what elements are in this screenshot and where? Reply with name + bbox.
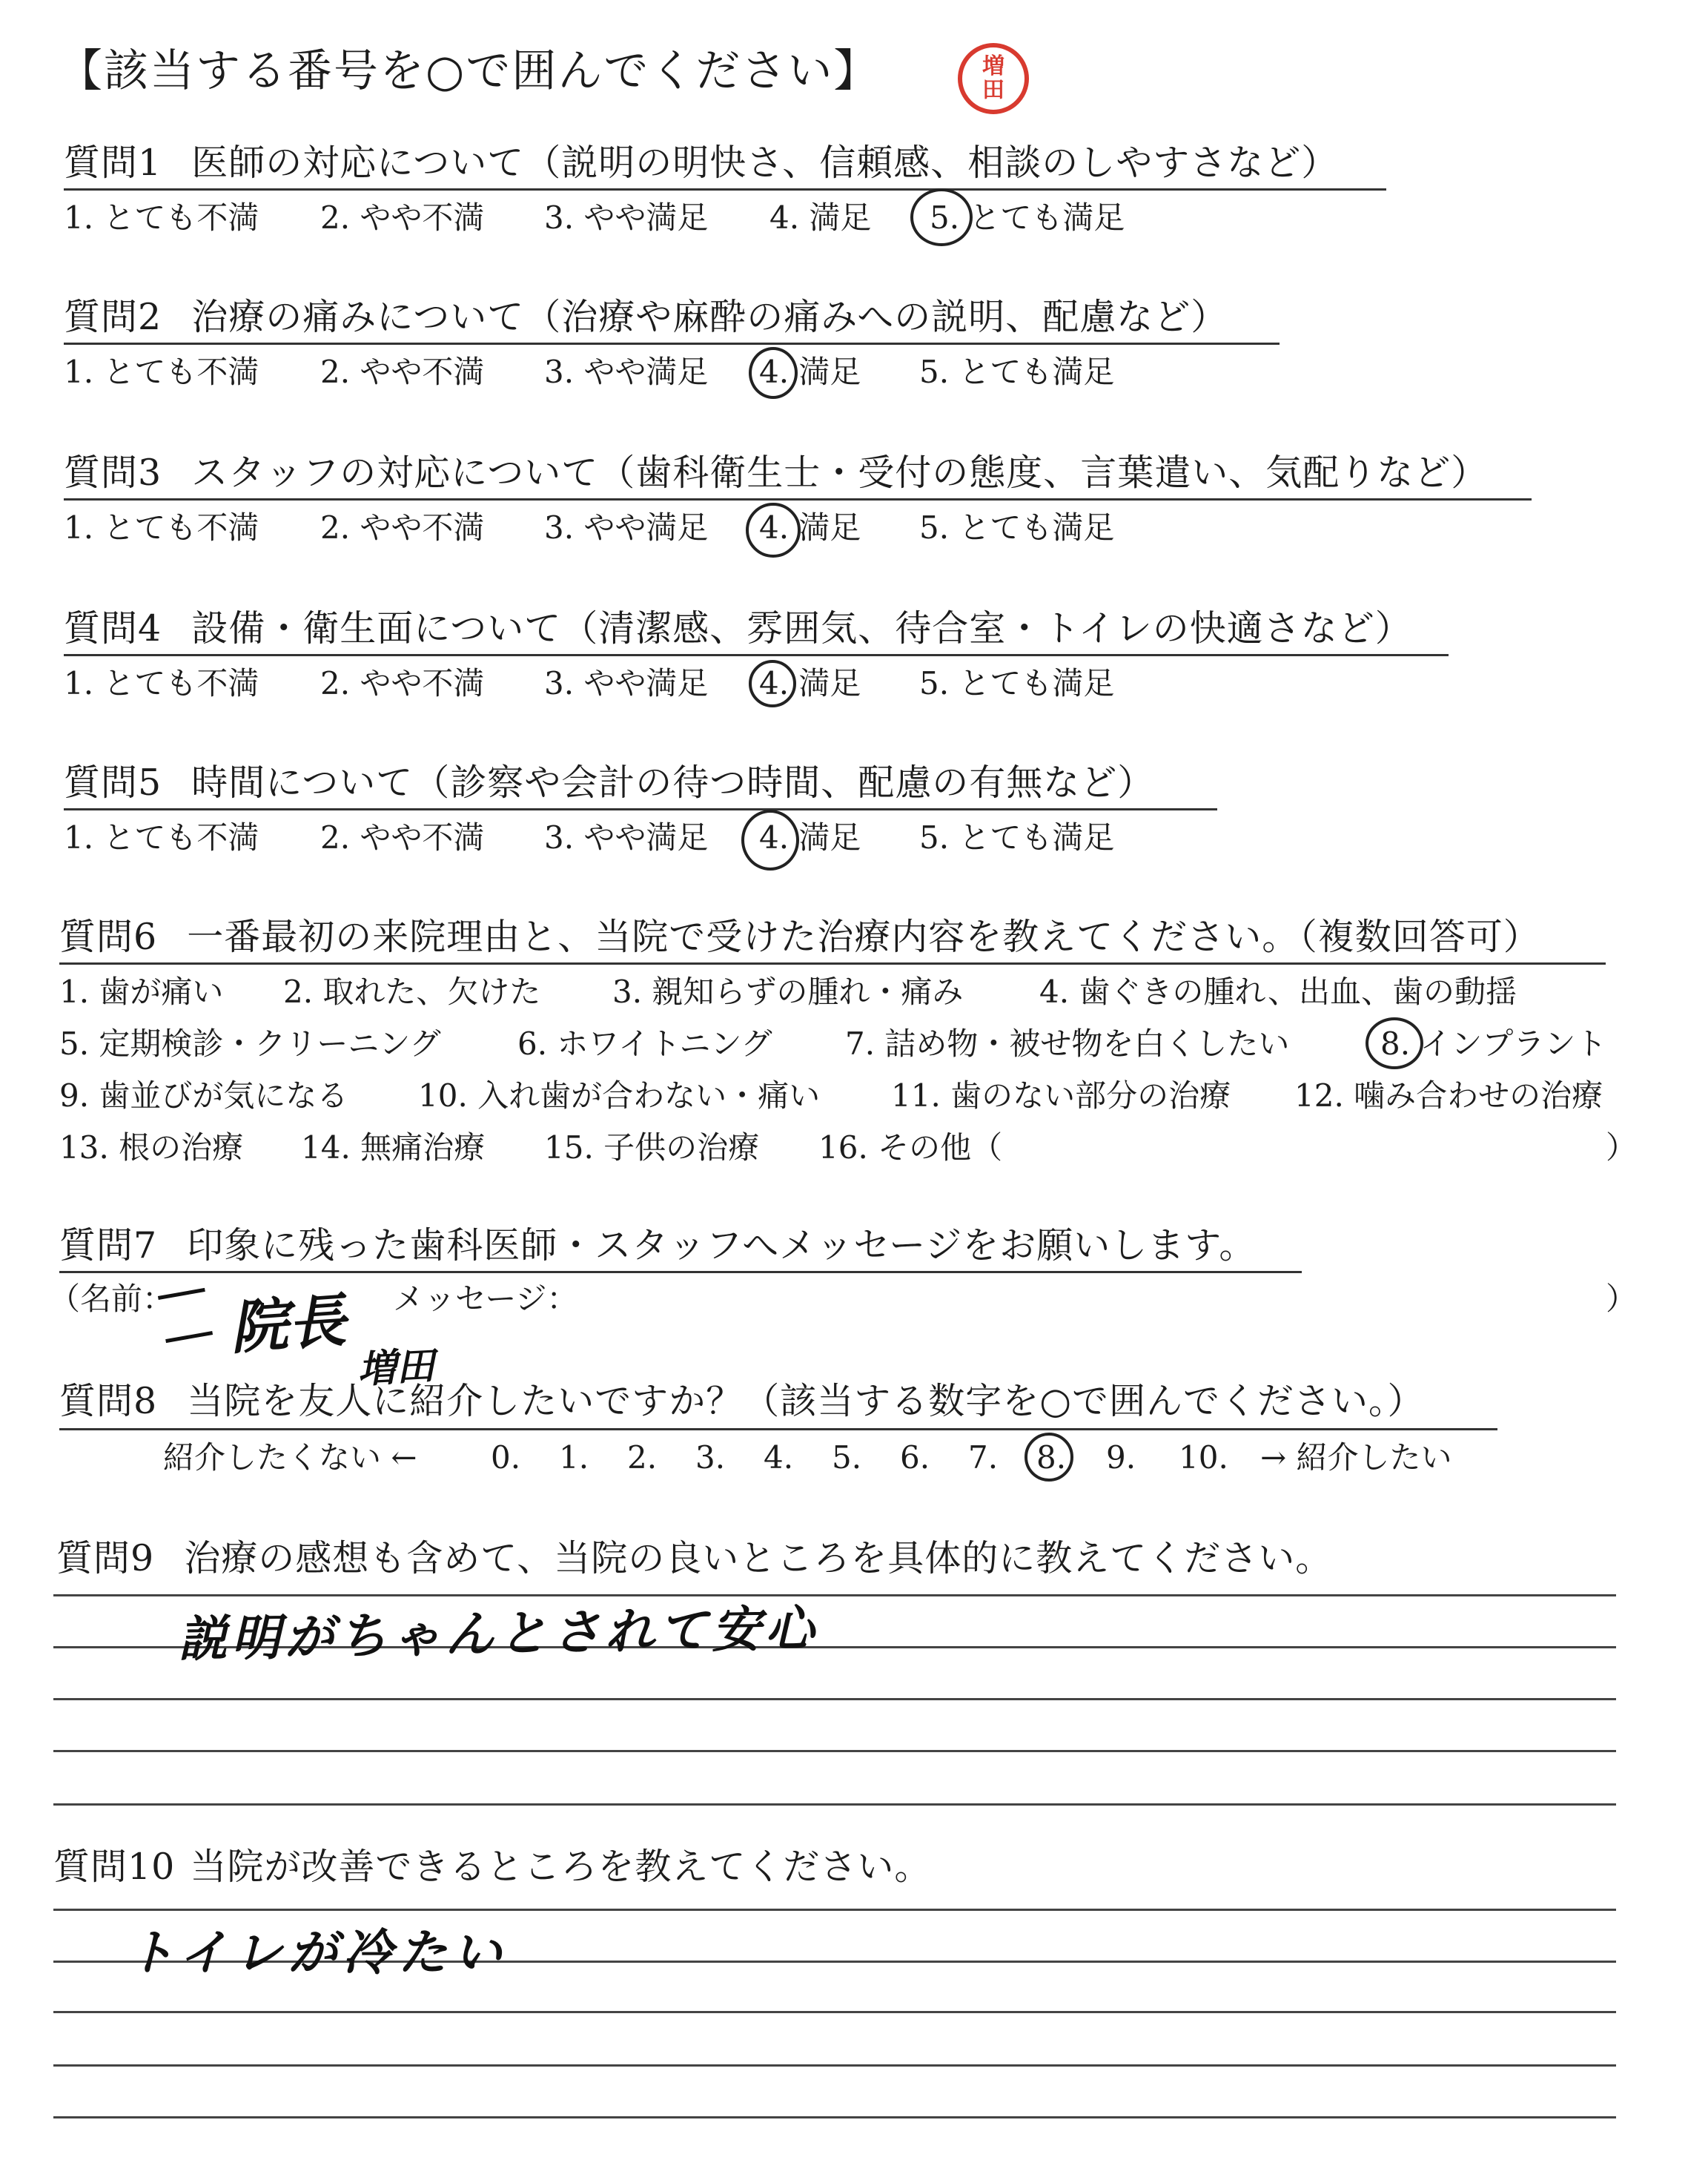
q6-option-15[interactable]: 15. 子供の治療 [544,1129,760,1166]
question-4-text: 設備・衛生面について（清潔感、雰囲気、待合室・トイレの快適さなど） [191,607,1412,650]
q2-option-1[interactable]: 1. とても不満 [64,354,259,390]
q2-selection-circle [749,347,798,399]
q6-option-8[interactable]: 8. インプラント [1380,1025,1607,1062]
q9-answer-line-4 [53,1750,1616,1752]
question-9-number: 質問9 [56,1537,155,1579]
question-1-text: 医師の対応について（説明の明快さ、信頼感、相談のしやすさなど） [191,142,1339,184]
question-2-text: 治療の痛みについて（治療や麻酔の痛みへの説明、配慮など） [191,296,1228,338]
q5-selection-circle [741,810,799,871]
q6-option-3[interactable]: 3. 親知らずの腫れ・痛み [612,974,964,1010]
q5-option-1[interactable]: 1. とても不満 [64,819,259,856]
seal-char-2: 田 [982,77,1004,103]
question-10-title [53,1845,931,1889]
q7-handwritten-surname: 増田 [356,1344,436,1393]
q5-option-2[interactable]: 2. やや不満 [320,819,485,856]
question-1-underline [64,188,1386,191]
q4-option-5[interactable]: 5. とても満足 [919,665,1115,701]
question-6-options [59,971,1653,1186]
question-6-title [59,915,1540,960]
q1-option-3[interactable]: 3. やや満足 [544,199,709,236]
q6-option-9[interactable]: 9. 歯並びが気になる [59,1077,348,1114]
question-8-text: 当院を友人に紹介したいですか？（該当する数字を○で囲んでください。） [187,1380,1425,1422]
question-6-text: 一番最初の来院理由と、当院で受けた治療内容を教えてください。（複数回答可） [187,916,1540,958]
form-instruction: 【該当する番号を○で囲んでください】 [58,45,880,97]
q4-option-4[interactable]: 4. 満足 [759,665,861,701]
q1-option-2[interactable]: 2. やや不満 [320,199,485,236]
question-7-underline [59,1271,1302,1273]
q3-option-3[interactable]: 3. やや満足 [544,509,709,546]
q9-handwritten-answer[interactable]: 説明がちゃんとされて安心 [177,1599,819,1668]
q6-option-14[interactable]: 14. 無痛治療 [301,1129,486,1166]
question-5-text: 時間について（診察や会計の待つ時間、配慮の有無など） [191,762,1155,804]
question-2-underline [64,343,1280,345]
q7-name-label: （名前： [49,1281,174,1317]
q10-answer-line-4 [53,2064,1616,2067]
question-1-title [64,141,1338,185]
q6-option-4[interactable]: 4. 歯ぐきの腫れ、出血、歯の動揺 [1039,974,1517,1010]
q1-selection-circle [910,188,973,246]
q6-other-close-paren: ） [1606,1129,1638,1166]
q2-option-2[interactable]: 2. やや不満 [320,354,485,390]
q3-option-1[interactable]: 1. とても不満 [64,509,259,546]
q4-option-2[interactable]: 2. やや不満 [320,665,485,701]
q7-name-scribble [158,1288,213,1343]
q8-selection-circle [1025,1433,1073,1482]
q9-answer-line-3 [53,1698,1616,1700]
q7-close-paren: ） [1606,1281,1638,1317]
q1-option-1[interactable]: 1. とても不満 [64,199,259,236]
question-6-number: 質問6 [59,916,158,958]
q6-option-13[interactable]: 13. 根の治療 [59,1129,244,1166]
question-5-title [64,761,1154,805]
q4-selection-circle [749,660,796,707]
question-4-title [64,607,1412,651]
question-3-options [64,507,1250,552]
q6-option-10[interactable]: 10. 入れ歯が合わない・痛い [418,1077,821,1114]
question-8-underline [59,1428,1497,1430]
question-6-underline [59,962,1606,965]
q9-answer-line-5 [53,1803,1616,1806]
q6-option-7[interactable]: 7. 詰め物・被せ物を白くしたい [845,1025,1290,1062]
q2-option-3[interactable]: 3. やや満足 [544,354,709,390]
masuda-seal-stamp [958,43,1029,114]
q8-value-2[interactable]: 2. [627,1439,658,1476]
q6-option-16[interactable]: 16. その他（ [818,1129,1003,1166]
q8-value-0[interactable]: 0. [491,1439,521,1476]
question-7-title [59,1223,1256,1268]
question-2-number: 質問2 [64,296,162,338]
q7-message-label: メッセージ： [393,1281,578,1317]
q9-answer-line-1 [53,1594,1616,1596]
q8-value-7[interactable]: 7. [968,1439,999,1476]
q4-option-3[interactable]: 3. やや満足 [544,665,709,701]
question-3-number: 質問3 [64,452,162,494]
question-4-options [64,663,1250,707]
question-5-number: 質問5 [64,762,162,804]
q8-value-8[interactable]: 8. [1036,1439,1067,1476]
question-10-text: 当院が改善できるところを教えてください。 [190,1846,932,1888]
q5-option-3[interactable]: 3. やや満足 [544,819,709,856]
q8-value-9[interactable]: 9. [1106,1439,1136,1476]
q1-option-4[interactable]: 4. 満足 [769,199,872,236]
q6-option-11[interactable]: 11. 歯のない部分の治療 [891,1077,1231,1114]
q8-value-10[interactable]: 10. [1179,1439,1228,1476]
q3-option-5[interactable]: 5. とても満足 [919,509,1115,546]
q5-option-4[interactable]: 4. 満足 [759,819,861,856]
question-3-title [64,451,1488,495]
question-1-options [64,197,1250,242]
q8-value-3[interactable]: 3. [695,1439,726,1476]
question-5-options [64,817,1250,862]
q5-option-5[interactable]: 5. とても満足 [919,819,1115,856]
question-2-options [64,351,1250,396]
q6-selection-circle [1366,1017,1423,1069]
question-8-title [59,1379,1424,1424]
q6-option-6[interactable]: 6. ホワイトニング [517,1025,772,1062]
q10-answer-line-1 [53,1909,1616,1911]
question-1-number: 質問1 [64,142,162,184]
question-4-underline [64,654,1449,656]
q3-selection-circle [746,503,801,558]
question-7-text: 印象に残った歯科医師・スタッフへメッセージをお願いします。 [187,1224,1257,1266]
q6-option-12[interactable]: 12. 噛み合わせの治療 [1294,1077,1603,1114]
question-2-title [64,295,1228,340]
q3-option-2[interactable]: 2. やや不満 [320,509,485,546]
question-8-number: 質問8 [59,1380,158,1422]
q8-left-label: 紹介したくない ← [163,1439,417,1476]
question-10-number: 質問10 [53,1846,176,1888]
q8-value-6[interactable]: 6. [900,1439,930,1476]
q6-option-1[interactable]: 1. 歯が痛い [59,974,224,1010]
question-9-text: 治療の感想も含めて、当院の良いところを具体的に教えてください。 [184,1537,1333,1579]
q3-option-4[interactable]: 4. 満足 [759,509,861,546]
q2-option-4[interactable]: 4. 満足 [759,354,861,390]
q4-option-1[interactable]: 1. とても不満 [64,665,259,701]
question-5-underline [64,808,1217,810]
q1-option-5[interactable]: 5. とても満足 [930,199,1125,236]
question-9-title [56,1536,1332,1581]
q8-value-1[interactable]: 1. [559,1439,589,1476]
q7-handwritten-name: 院長 [228,1287,348,1363]
q6-option-2[interactable]: 2. 取れた、欠けた [283,974,541,1010]
q8-value-4[interactable]: 4. [764,1439,794,1476]
question-3-text: スタッフの対応について（歯科衛生士・受付の態度、言葉遣い、気配りなど） [191,452,1489,494]
q10-handwritten-answer[interactable]: トイレが冷たい [126,1924,508,1981]
question-3-underline [64,498,1532,501]
q8-right-label: → 紹介したい [1260,1439,1452,1476]
question-4-number: 質問4 [64,607,162,650]
question-7-number: 質問7 [59,1224,158,1266]
q10-answer-line-3 [53,2011,1616,2013]
question-8-scale [163,1437,1497,1482]
q2-option-5[interactable]: 5. とても満足 [919,354,1115,390]
q6-option-5[interactable]: 5. 定期検診・クリーニング [59,1025,441,1062]
q10-answer-line-5 [53,2116,1616,2118]
q8-value-5[interactable]: 5. [832,1439,862,1476]
seal-char-1: 増 [982,53,1004,79]
